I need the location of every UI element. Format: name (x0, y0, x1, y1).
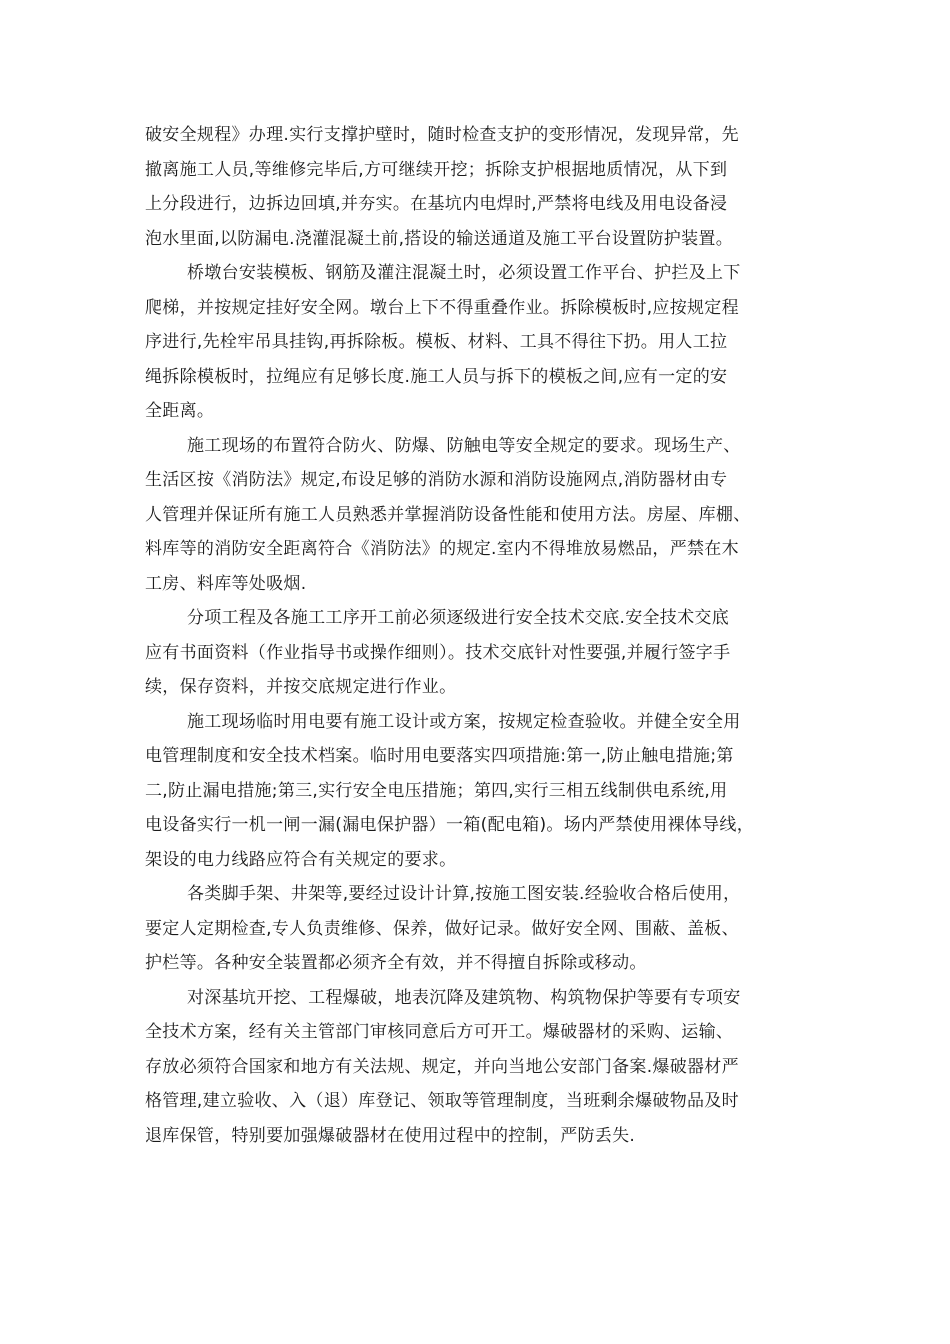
text-line: 架设的电力线路应符合有关规定的要求。 (145, 849, 457, 870)
text-line: 全技术方案，经有关主管部门审核同意后方可开工。爆破器材的采购、运输、 (145, 1022, 734, 1042)
text-line: 存放必须符合国家和地方有关法规、规定，并向当地公安部门备案.爆破器材严 (145, 1056, 739, 1077)
text-line: 绳拆除模板时，拉绳应有足够长度.施工人员与拆下的模板之间,应有一定的安 (145, 366, 728, 387)
text-line: 施工现场的布置符合防火、防爆、防触电等安全规定的要求。现场生产、 (187, 435, 741, 456)
paragraph-support-safety (145, 118, 809, 256)
text-line: 上分段进行，边拆边回填,并夯实。在基坑内电焊时,严禁将电线及用电设备浸 (145, 194, 728, 214)
text-line: 全距离。 (145, 401, 215, 421)
paragraph-technical-briefing (145, 601, 809, 705)
text-line: 应有书面资料（作业指导书或操作细则）。技术交底针对性要强,并履行签字手 (145, 642, 731, 663)
text-line: 破安全规程》办理.实行支撑护壁时，随时检查支护的变形情况，发现异常，先 (145, 125, 739, 145)
text-line: 二,防止漏电措施;第三,实行安全电压措施；第四,实行三相五线制供电系统,用 (145, 780, 728, 801)
text-line: 分项工程及各施工工序开工前必须逐级进行安全技术交底.安全技术交底 (187, 608, 730, 628)
text-line: 泡水里面,以防漏电.浇灌混凝土前,搭设的输送通道及施工平台设置防护装置。 (145, 228, 734, 249)
text-line: 对深基坑开挖、工程爆破，地表沉降及建筑物、构筑物保护等要有专项安 (187, 987, 741, 1008)
text-line: 护栏等。各种安全装置都必须齐全有效，并不得擅自拆除或移动。 (145, 953, 647, 973)
text-line: 人管理并保证所有施工人员熟悉并掌握消防设备性能和使用方法。房屋、库棚、 (145, 504, 751, 525)
paragraph-pier-formwork (145, 256, 809, 429)
text-line: 电设备实行一机一闸一漏(漏电保护器）一箱(配电箱)。场内严禁使用裸体导线， (145, 815, 754, 835)
text-line: 桥墩台安装模板、钢筋及灌注混凝土时，必须设置工作平台、护拦及上下 (187, 263, 741, 283)
text-line: 电管理制度和安全技术档案。临时用电要落实四项措施:第一,防止触电措施;第 (145, 746, 734, 766)
text-line: 料库等的消防安全距离符合《消防法》的规定.室内不得堆放易燃品，严禁在木 (145, 539, 739, 559)
text-line: 续，保存资料，并按交底规定进行作业。 (145, 677, 457, 697)
text-line: 序进行,先栓牢吊具挂钩,再拆除板。模板、材料、工具不得往下扔。用人工拉 (145, 332, 728, 352)
paragraph-temporary-power (145, 705, 809, 878)
text-line: 生活区按《消防法》规定,布设足够的消防水源和消防设施网点,消防器材由专 (145, 470, 728, 490)
text-line: 格管理,建立验收、入（退）库登记、领取等管理制度，当班剩余爆破物品及时 (145, 1091, 739, 1111)
text-line: 要定人定期检查,专人负责维修、保养，做好记录。做好安全网、围蔽、盖板、 (145, 918, 739, 939)
document-body (145, 118, 809, 1153)
paragraph-scaffolding (145, 877, 809, 981)
text-line: 各类脚手架、井架等,要经过设计计算,按施工图安装.经验收合格后使用， (187, 884, 741, 904)
text-line: 施工现场临时用电要有施工设计或方案，按规定检查验收。并健全安全用 (187, 711, 741, 732)
paragraph-blasting (145, 981, 809, 1154)
text-line: 退库保管，特别要加强爆破器材在使用过程中的控制，严防丢失. (145, 1125, 636, 1146)
text-line: 撤离施工人员,等维修完毕后,方可继续开挖；拆除支护根据地质情况，从下到 (145, 159, 728, 180)
text-line: 工房、料库等处吸烟. (145, 573, 307, 594)
text-line: 爬梯，并按规定挂好安全网。墩台上下不得重叠作业。拆除模板时,应按规定程 (145, 297, 739, 318)
paragraph-fire-safety (145, 429, 809, 602)
